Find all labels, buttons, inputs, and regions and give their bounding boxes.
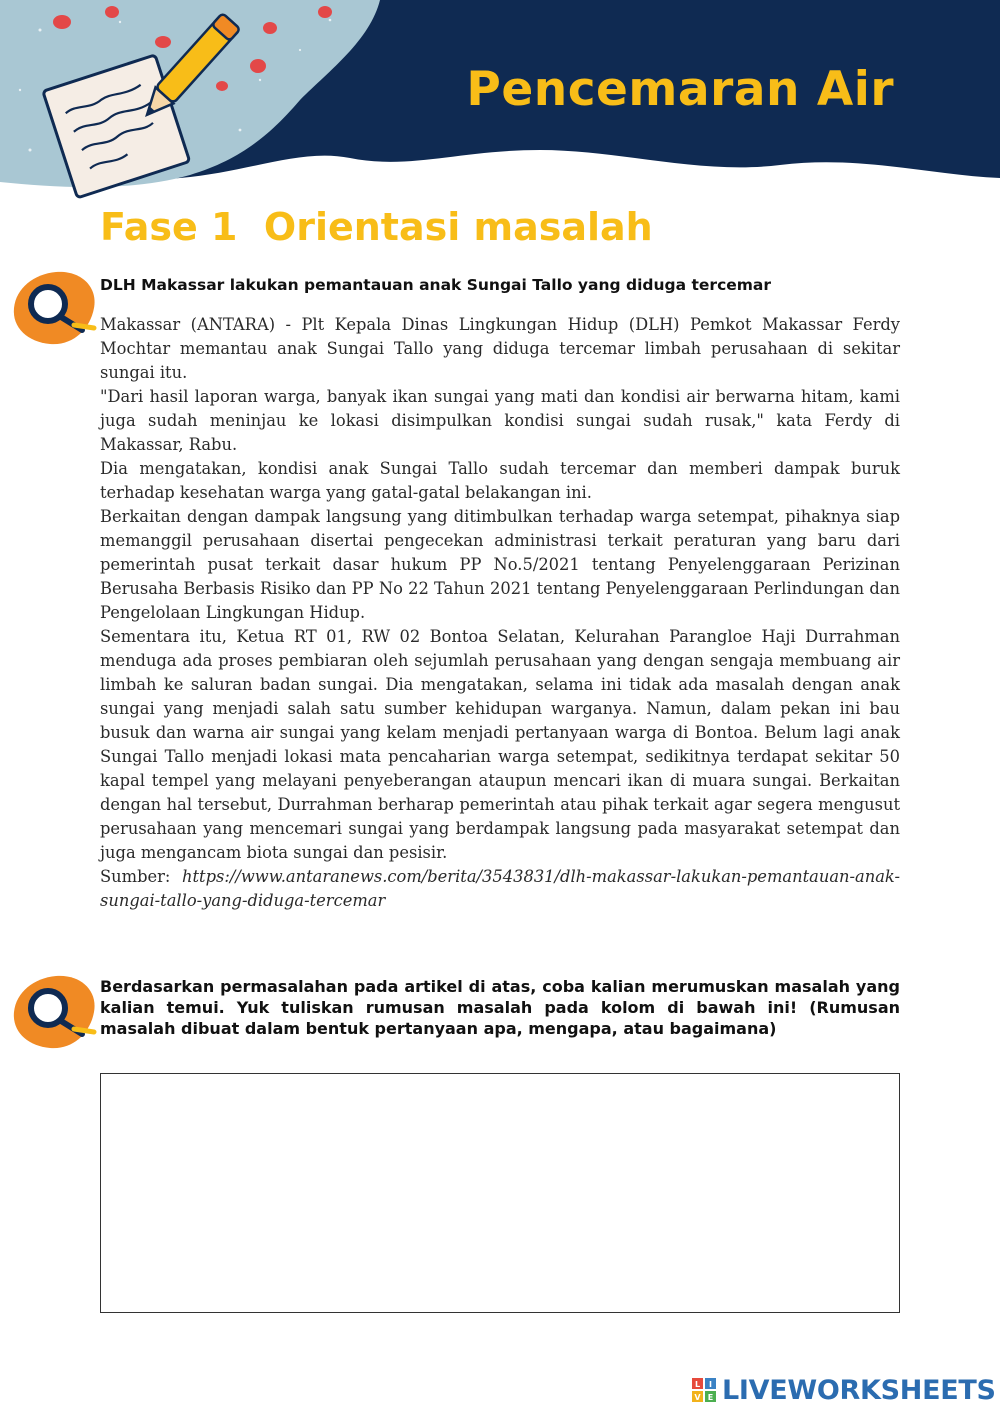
article-paragraph: "Dari hasil laporan warga, banyak ikan sungai yang mati dan kondisi air berwarna hitam, kami juga sudah meninjau ke lokasi disimpulkan kondisi sungai sudah rusak," kata Ferdy di Makassar, Rabu.: [100, 387, 900, 454]
magnifier-icon: [10, 972, 102, 1052]
logo-letter: V: [694, 1393, 701, 1402]
article-headline: DLH Makassar lakukan pemantauan anak Sungai Tallo yang diduga tercemar: [100, 276, 772, 294]
task-prompt: Berdasarkan permasalahan pada artikel di atas, coba kalian merumuskan masalah yang kalian temui. Yuk tuliskan rumusan masalah pada kolom di bawah ini! (Rumusan masalah dibuat dalam bentuk pertanyaan apa, mengapa, atau bagaimana): [100, 977, 900, 1038]
source-label: Sumber:: [100, 867, 183, 886]
article-paragraph: Makassar (ANTARA) - Plt Kepala Dinas Lingkungan Hidup (DLH) Pemkot Makassar Ferdy Mochtar memantau anak Sungai Tallo yang diduga tercemar limbah perusahaan di sekitar sungai itu.: [100, 315, 900, 382]
magnifier-icon: [10, 268, 102, 348]
liveworksheets-icon: [692, 1378, 716, 1402]
answer-box[interactable]: [100, 1073, 900, 1313]
logo-letter: I: [709, 1380, 712, 1389]
brand-text: LIVEWORKSHEETS: [722, 1374, 996, 1406]
logo-letter: E: [707, 1393, 714, 1402]
logo-letter: L: [694, 1380, 701, 1389]
article-body: [100, 313, 900, 913]
source-link[interactable]: https://www.antaranews.com/berita/3543831/dlh-makassar-lakukan-pemantauan-anak-sungai-tallo-yang-diduga-tercemar: [100, 867, 900, 910]
page-title: Pencemaran Air: [466, 62, 894, 117]
article-paragraph: Sementara itu, Ketua RT 01, RW 02 Bontoa Selatan, Kelurahan Parangloe Haji Durrahman menduga ada proses pembiaran oleh sejumlah perusahaan yang dengan sengaja membuang air limbah ke saluran badan sungai. Dia mengatakan, selama ini tidak ada masalah dengan anak sungai yang menjadi salah satu sumber kehidupan warganya. Namun, dalam pekan ini bau busuk dan warna air sungai yang kelam menjadi pertanyaan warga di Bontoa. Belum lagi anak Sungai Tallo menjadi lokasi mata pencaharian warga setempat, sedikitnya terdapat sekitar 50 kapal tempel yang melayani penyeberangan ataupun mencari ikan di muara sungai. Berkaitan dengan hal tersebut, Durrahman berharap pemerintah atau pihak terkait agar segera mengusut perusahaan yang mencemari sungai yang berdampak langsung pada masyarakat setempat dan juga mengancam biota sungai dan pesisir.: [100, 627, 900, 862]
article-paragraph: Dia mengatakan, kondisi anak Sungai Tallo sudah tercemar dan memberi dampak buruk terhadap kesehatan warga yang gatal-gatal belakangan ini.: [100, 459, 900, 502]
brand-logo: [692, 1372, 996, 1408]
article-source: [100, 865, 900, 913]
phase-title: Fase 1 Orientasi masalah: [100, 205, 653, 249]
article-paragraph: Berkaitan dengan dampak langsung yang ditimbulkan terhadap warga setempat, pihaknya siap memanggil perusahaan disertai pengecekan administrasi terkait peraturan yang baru dari pemerintah pusat terkait dasar hukum PP No.5/2021 tentang Penyelenggaraan Perizinan Berusaha Berbasis Risiko dan PP No 22 Tahun 2021 tentang Penyelenggaraan Perlindungan dan Pengelolaan Lingkungan Hidup.: [100, 507, 900, 622]
